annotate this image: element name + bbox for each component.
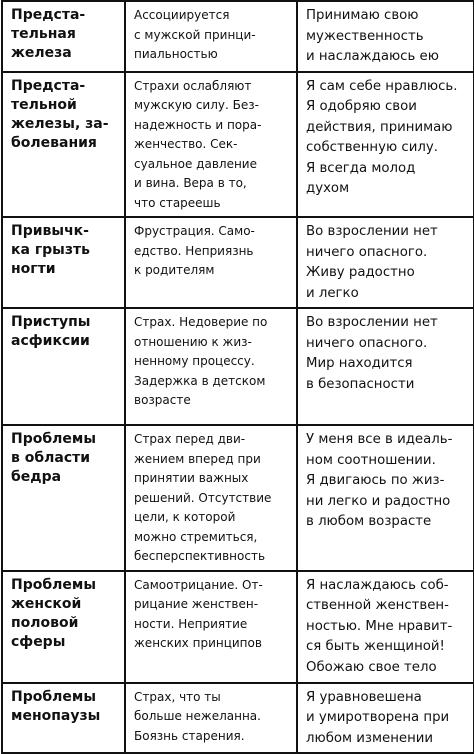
problem-line: сферы	[11, 633, 66, 650]
affirmation-line: и легко	[306, 285, 359, 301]
affirmation-line: и наслаждаюсь ею	[306, 49, 439, 64]
problem-cell	[2, 1, 125, 72]
cause-line: ности. Неприятие	[134, 616, 248, 631]
affirmation-line: Я сам себе нравлюсь.	[306, 78, 458, 94]
cause-line: что стареешь	[134, 195, 221, 210]
cause-line: Самоотрицание. От-	[134, 577, 263, 592]
cause-line: рицание женствен-	[134, 597, 259, 611]
cause-cell	[125, 571, 297, 683]
cause-line: Страх перед дви-	[134, 432, 246, 446]
cause-line: мужскую силу. Без-	[134, 98, 259, 112]
problem-line: Предста-	[11, 77, 86, 94]
cause-line: возрасте	[134, 393, 191, 407]
cause-line: женчество. Сек-	[134, 137, 238, 151]
cause-line: с мужской принци-	[134, 27, 256, 42]
affirmation-line: в любом возрасте	[306, 514, 432, 529]
affirmation-line: в безопасности	[306, 376, 415, 392]
cause-line: к родителям	[134, 263, 215, 277]
affirmation-line: Я наслаждаюсь соб-	[306, 577, 449, 593]
affirmation-line: Я двигаюсь по жиз-	[306, 473, 445, 488]
cause-line: надежность и пора-	[134, 117, 262, 132]
problem-line: асфиксии	[11, 333, 90, 349]
affirmation-line: Я всегда молод	[306, 160, 416, 176]
cause-cell	[125, 308, 297, 425]
problem-cell	[2, 72, 125, 218]
cause-line: цели, к которой	[134, 510, 236, 524]
table-row	[2, 72, 474, 218]
table-row	[2, 571, 474, 683]
problem-line: железы, за-	[11, 115, 109, 132]
affirmation-line: Обожаю свое тело	[306, 659, 437, 675]
cause-line: Фрустрация. Само-	[134, 224, 255, 238]
cause-cell	[125, 217, 297, 308]
cause-line: больше нежеланна.	[134, 709, 261, 723]
affirmation-cell	[297, 72, 474, 218]
cause-line: ненному процессу.	[134, 354, 255, 368]
cause-line: отношению к жиз-	[134, 334, 252, 349]
affirmation-line: и умиротворена при	[306, 710, 450, 725]
affirmation-line: мужественность	[306, 28, 424, 44]
affirmation-cell	[297, 683, 474, 754]
cause-line: решений. Отсутствие	[134, 490, 272, 505]
problem-line: женской	[11, 595, 82, 612]
table-row	[2, 308, 474, 425]
problem-line: ногти	[11, 261, 56, 277]
cause-line: жением вперед при	[134, 451, 261, 466]
cause-line: Задержка в детском	[134, 373, 266, 388]
cause-line: бесперспективность	[134, 549, 266, 563]
affirmation-cell	[297, 308, 474, 425]
affirmation-line: Я одобряю свои	[306, 99, 417, 114]
problem-line: Проблемы	[11, 431, 96, 447]
cause-line: суальное давление	[134, 156, 257, 171]
affirmation-line: Во взрослении нет	[306, 315, 438, 330]
problem-line: Проблемы	[11, 576, 96, 593]
affirmation-cell	[297, 571, 474, 683]
affirmation-line: ничего опасного.	[306, 244, 428, 260]
cause-line: Ассоциируется	[134, 8, 230, 22]
cause-line: едство. Неприязнь	[134, 243, 254, 258]
affirmation-line: Принимаю свою	[306, 8, 419, 23]
affirmation-line: собственную силу.	[306, 140, 438, 155]
problem-line: Привычк-	[11, 223, 89, 239]
affirmation-line: Я уравновешена	[306, 689, 422, 705]
problem-line: болевания	[11, 134, 97, 151]
problem-cell	[2, 425, 125, 571]
cause-line: женских принципов	[134, 636, 262, 650]
affirmation-line: Живу радостно	[306, 265, 415, 280]
affirmation-line: ся быть женщиной!	[306, 639, 445, 654]
table-row	[2, 683, 474, 754]
cause-line: Боязнь старения.	[134, 728, 245, 743]
affirmation-line: ном соотношении.	[306, 452, 436, 468]
problem-line: тельная	[11, 26, 76, 42]
table-row	[2, 425, 474, 571]
affirmation-line: духом	[306, 181, 350, 196]
problem-line: менопаузы	[11, 707, 101, 724]
cause-line: Страхи ослабляют	[134, 78, 252, 93]
problem-line: в области	[11, 450, 91, 466]
cause-cell	[125, 72, 297, 218]
cause-cell	[125, 1, 297, 72]
symptoms-table	[1, 0, 474, 754]
problem-line: бедра	[11, 469, 62, 485]
cause-line: и вина. Вера в то,	[134, 176, 247, 190]
cause-cell	[125, 425, 297, 571]
affirmation-line: ни легко и радостно	[306, 493, 451, 509]
affirmation-cell	[297, 217, 474, 308]
cause-line: принятии важных	[134, 471, 249, 485]
problem-cell	[2, 217, 125, 308]
cause-line: Страх. Недоверие по	[134, 315, 268, 329]
problem-line: Предста-	[11, 7, 86, 23]
problem-line: тельной	[11, 96, 77, 113]
affirmation-line: ничего опасного.	[306, 335, 428, 351]
cause-line: пиальностью	[134, 47, 218, 61]
affirmation-line: ностью. Мне нравит-	[306, 618, 453, 634]
cause-line: можно стремиться,	[134, 529, 258, 544]
affirmation-line: действия, принимаю	[306, 119, 453, 135]
affirmation-cell	[297, 425, 474, 571]
problem-line: железа	[11, 45, 72, 61]
table-row	[2, 217, 474, 308]
cause-line: Страх, что ты	[134, 689, 221, 704]
cause-cell	[125, 683, 297, 754]
affirmation-cell	[297, 1, 474, 72]
problem-cell	[2, 683, 125, 754]
affirmation-line: У меня все в идеаль-	[306, 432, 453, 447]
problem-cell	[2, 571, 125, 683]
problem-line: Приступы	[11, 314, 91, 330]
table-row	[2, 1, 474, 72]
affirmation-line: любом изменении	[306, 730, 434, 746]
affirmation-line: Мир находится	[306, 356, 413, 371]
affirmation-line: ственной женствен-	[306, 598, 449, 613]
problem-line: половой	[11, 614, 79, 631]
affirmation-line: Во взрослении нет	[306, 224, 438, 239]
table-body	[2, 1, 474, 753]
problem-line: Проблемы	[11, 688, 96, 705]
problem-cell	[2, 308, 125, 425]
problem-line: ка грызть	[11, 242, 90, 258]
